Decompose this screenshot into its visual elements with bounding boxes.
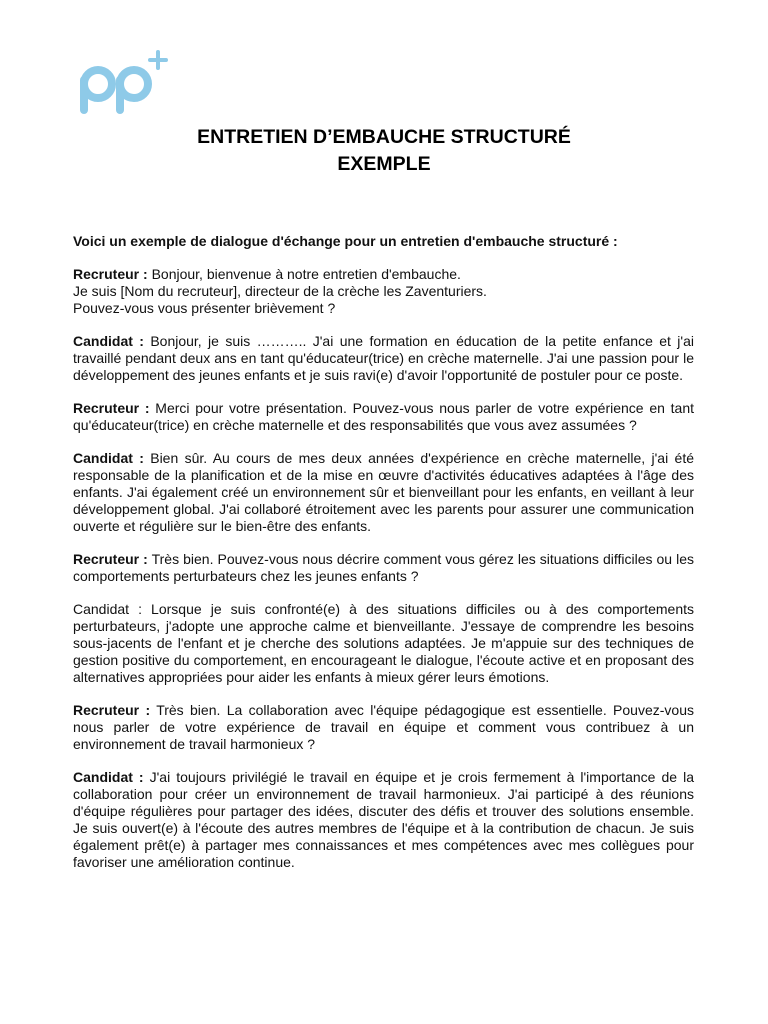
speaker-label: Candidat : xyxy=(73,601,142,617)
dialogue-line xyxy=(73,266,694,283)
speaker-label: Candidat : xyxy=(73,450,144,466)
dialogue-line: Pouvez-vous vous présenter brièvement ? xyxy=(73,300,336,316)
document-title xyxy=(0,124,768,178)
speaker-label: Recruteur : xyxy=(73,551,148,567)
dialogue-candidate-2 xyxy=(73,450,694,535)
dialogue-text: Bonjour, je suis ……….. J'ai une formation en éducation de la petite enfance et j'ai travaillé pendant deux ans en tant qu'éducateur(trice) en crèche maternelle. J'ai une passion pour le développement des jeunes enfants et je suis ravi(e) d'avoir l'opportunité de postuler pour ce poste. xyxy=(73,333,694,383)
speaker-label: Candidat : xyxy=(73,333,144,349)
dialogue-text: Merci pour votre présentation. Pouvez-vous nous parler de votre expérience en tant qu'éducateur(trice) en crèche maternelle et des responsabilités que vous avez assumées ? xyxy=(73,400,694,433)
dialogue-text: Très bien. Pouvez-vous nous décrire comment vous gérez les situations difficiles ou les comportements perturbateurs chez les jeunes enfants ? xyxy=(73,551,695,584)
speaker-label: Candidat : xyxy=(73,769,144,785)
dialogue-text: Lorsque je suis confronté(e) à des situations difficiles ou à des comportements perturbateurs, j'adopte une approche calme et bienveillante. J'essaye de comprendre les besoins sous-jacents de l'enfant et je cherche des solutions adaptées. Je m'appuie sur des techniques de gestion positive du comportement, en encourageant le dialogue, l'écoute active et en proposant des alternatives appropriées pour aider les enfants à mieux gérer leurs émotions. xyxy=(73,601,695,685)
dialogue-candidate-4 xyxy=(73,769,694,871)
dialogue-text: Bien sûr. Au cours de mes deux années d'expérience en crèche maternelle, j'ai été responsable de la planification et de la mise en œuvre d'activités éducatives adaptées à l'âge des enfants. J'ai également créé un environnement sûr et bienveillant pour les enfants, en veillant à leur développement global. J'ai collaboré étroitement avec les parents pour assurer une communication ouverte et régulière sur le bien-être des enfants. xyxy=(73,450,694,534)
document-body xyxy=(73,233,694,887)
speaker-label: Recruteur : xyxy=(73,266,148,282)
title-line-2: EXEMPLE xyxy=(337,153,431,175)
dialogue-candidate-1 xyxy=(73,333,694,384)
speaker-label: Recruteur : xyxy=(73,400,150,416)
dialogue-text: Bonjour, bienvenue à notre entretien d'embauche. xyxy=(147,266,461,282)
dialogue-line: Je suis [Nom du recruteur], directeur de la crèche les Zaventuriers. xyxy=(73,283,487,299)
speaker-label: Recruteur : xyxy=(73,702,151,718)
dialogue-recruiter-4 xyxy=(73,702,694,753)
company-logo xyxy=(76,48,172,114)
dialogue-text: J'ai toujours privilégié le travail en équipe et je crois fermement à l'importance de la collaboration pour créer un environnement de travail harmonieux. J'ai participé à des réunions d'équipe régulières pour partager des idées, discuter des défis et trouver des solutions ensemble. Je suis ouvert(e) à l'écoute des autres membres de l'équipe et à la contribution de chacun. Je suis également prêt(e) à partager mes connaissances et mes compétences avec mes collègues pour favoriser une amélioration continue. xyxy=(73,769,694,870)
intro-text: Voici un exemple de dialogue d'échange pour un entretien d'embauche structuré : xyxy=(73,233,618,249)
dialogue-recruiter-3 xyxy=(73,551,694,585)
dialogue-recruiter-1 xyxy=(73,266,694,317)
title-line-1: ENTRETIEN D’EMBAUCHE STRUCTURÉ xyxy=(197,126,571,148)
dialogue-text: Très bien. La collaboration avec l'équipe pédagogique est essentielle. Pouvez-vous nous parler de votre expérience de travail en équipe et comment vous contribuez à un environnement de travail harmonieux ? xyxy=(73,702,694,752)
dialogue-recruiter-2 xyxy=(73,400,694,434)
dialogue-candidate-3 xyxy=(73,601,694,686)
